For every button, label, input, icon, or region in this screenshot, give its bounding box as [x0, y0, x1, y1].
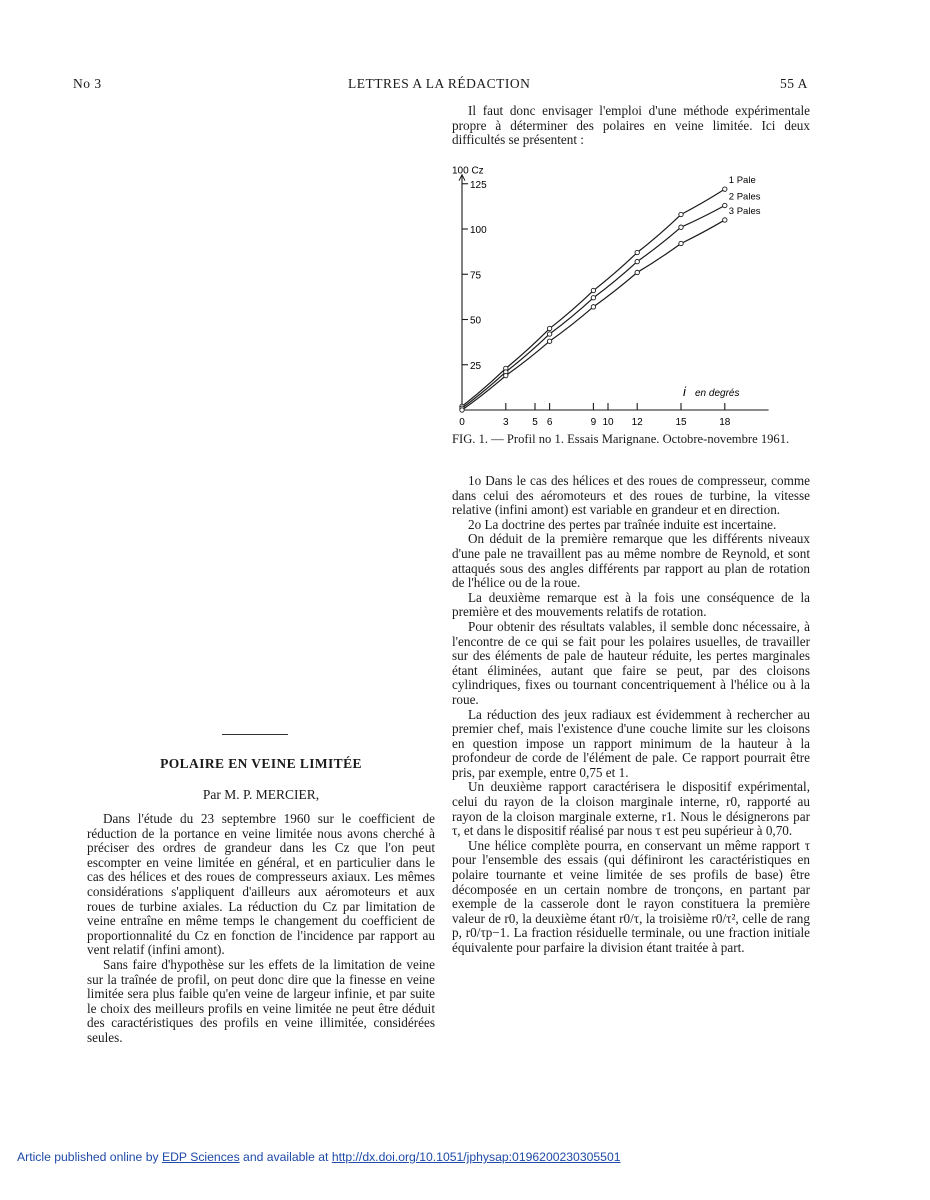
y-tick-label: 100: [470, 225, 487, 236]
y-tick-label: 125: [470, 179, 487, 191]
figure-1-chart: [448, 160, 818, 432]
journal-issue-number: No 3: [73, 76, 102, 91]
x-axis-label-units: en degrés: [695, 388, 740, 399]
chart-series: [460, 175, 761, 412]
footer-middle: and available at: [239, 1150, 332, 1164]
x-tick-label: 10: [602, 417, 614, 428]
data-point: [635, 250, 639, 254]
paragraph: Sans faire d'hypothèse sur les effets de la limitation de veine sur la traînée de profil, on peut donc dire que la finesse en veine limitée sera plus faible qu'en veine de largeur infinie, et par suite le choix des meilleurs profils en veine limitée ne peut être déduit des caractéristiques des profils en veine illimitée, considérées seules.: [87, 956, 435, 1045]
section-divider: [222, 734, 288, 735]
page-number: 55 A: [780, 76, 808, 91]
data-point: [723, 187, 727, 191]
paragraph: Un deuxième rapport caractérisera le dispositif expérimental, celui du rayon de la cloison marginale interne, r0, rapporté au rayon de la cloison marginale externe, r1. Nous le désignerons par τ, et dans le dispositif réalisé par nous τ est peu supérieur à 0,70.: [452, 779, 810, 839]
paragraph: La réduction des jeux radiaux est évidemment à rechercher au premier chef, mais l'existence d'une couche limite sur les cloisons en question impose un rapport minimum de la hauteur à la profondeur de corde de l'élément de pale. Ce rapport pourrait être pris, par exemple, entre 0,75 et 1.: [452, 706, 810, 780]
publisher-link[interactable]: EDP Sciences: [161, 1150, 240, 1164]
paragraph: La deuxième remarque est à la fois une conséquence de la première et des mouvements relatifs de rotation.: [452, 589, 810, 620]
data-point: [635, 259, 639, 263]
data-point: [591, 296, 595, 300]
data-point: [679, 241, 683, 245]
data-point: [547, 339, 551, 343]
y-tick-label: 50: [470, 315, 482, 327]
left-column-body: [87, 812, 435, 1046]
data-point: [547, 332, 551, 336]
data-point: [460, 408, 464, 412]
y-tick-label: 25: [470, 360, 482, 372]
intro-paragraph: Il faut donc envisager l'emploi d'une méthode expérimentale propre à déterminer des polaires en veine limitée. Ici deux difficultés se présentent :: [452, 103, 810, 148]
right-column-body: [452, 474, 810, 956]
running-header: LETTRES A LA RÉDACTION: [348, 76, 531, 91]
x-tick-label: 6: [546, 417, 553, 428]
series-label: 1 Pale: [728, 175, 756, 187]
doi-link[interactable]: http://dx.doi.org/10.1051/jphysap:0196200230305501: [331, 1150, 621, 1164]
data-point: [679, 212, 683, 216]
series-line: [462, 220, 725, 410]
data-point: [504, 373, 508, 377]
article-author: Par M. P. MERCIER,: [202, 787, 320, 802]
y-tick-label: 75: [470, 270, 482, 282]
x-tick-label: 15: [675, 417, 687, 428]
x-tick-label: 0: [459, 417, 465, 428]
data-point: [679, 225, 683, 229]
data-point: [723, 218, 727, 222]
x-tick-label: 9: [590, 417, 597, 428]
x-tick-label: 3: [503, 417, 509, 428]
x-tick-label: 18: [719, 417, 731, 428]
data-point: [723, 203, 727, 207]
footer-notice: [17, 1150, 621, 1164]
series-label: 3 Pales: [728, 205, 761, 217]
paragraph: 1o Dans le cas des hélices et des roues de compresseur, comme dans celui des aéromoteurs et des roues de turbine, la vitesse relative (infini amont) est variable en grandeur et en direction.: [452, 473, 810, 518]
paragraph: Dans l'étude du 23 septembre 1960 sur le coefficient de réduction de la portance en veine limitée nous avons cherché à préciser des ordres de grandeur dans les Cz que l'on peut escompter en veine limitée en général, et en particulier dans le cas des hélices et des roues de compresseurs axiaux. Les mêmes considérations s'appliquent d'ailleurs aux aéromoteurs et aux roues de turbine axiales. La réduction du Cz par limitation de veine entraîne en même temps le changement du coefficient de proportionnalité du Cz en fonction de l'incidence par rapport au vent relatif (infini amont).: [87, 811, 435, 958]
paragraph: 2o La doctrine des pertes par traînée induite est incertaine.: [468, 516, 777, 532]
x-axis-label: i: [683, 384, 686, 399]
paragraph: On déduit de la première remarque que les différents niveaux d'une pale ne travaillent pas au même nombre de Reynold, et sont attaqués sous des angles différents par rapport au plan de rotation de l'hélice ou de la roue.: [452, 531, 810, 591]
article-title: POLAIRE EN VEINE LIMITÉE: [160, 756, 362, 771]
y-axis-label: 100 Cz: [452, 165, 484, 177]
data-point: [591, 305, 595, 309]
x-tick-label: 5: [532, 417, 538, 428]
figure-caption: FIG. 1. — Profil no 1. Essais Marignane. Octobre-novembre 1961.: [452, 432, 790, 446]
chart-axes: [452, 166, 769, 428]
series-label: 2 Pales: [728, 191, 761, 203]
footer-prefix: Article published online by: [17, 1150, 162, 1164]
paragraph: Une hélice complète pourra, en conservant un même rapport τ pour l'ensemble des essais (qui définiront les caractéristiques en polaire tournante et veine limitée de ses profils de base) être décomposée en un certain nombre de tronçons, en partant par exemple de la casserole dont le rayon constituera la première valeur de r0, la deuxième étant r0/τ, la troisième r0/τ², celle de rang p, r0/τp−1. La fraction résiduelle terminale, ou une fraction initiale équivalente pour parfaire la division étant traitée à part.: [452, 837, 810, 955]
data-point: [547, 326, 551, 330]
data-point: [591, 288, 595, 292]
right-intro: [452, 104, 810, 148]
data-point: [635, 270, 639, 274]
x-tick-label: 12: [631, 417, 643, 428]
paragraph: Pour obtenir des résultats valables, il semble donc nécessaire, à l'encontre de ce qui se fait pour les polaires usuelles, de travailler sur des éléments de pale de hauteur réduite, les pertes marginales étant éliminées, autant que faire se peut, par des cloisons cylindriques, fixes ou tournant concentriquement à l'hélice ou à la roue.: [452, 618, 810, 707]
